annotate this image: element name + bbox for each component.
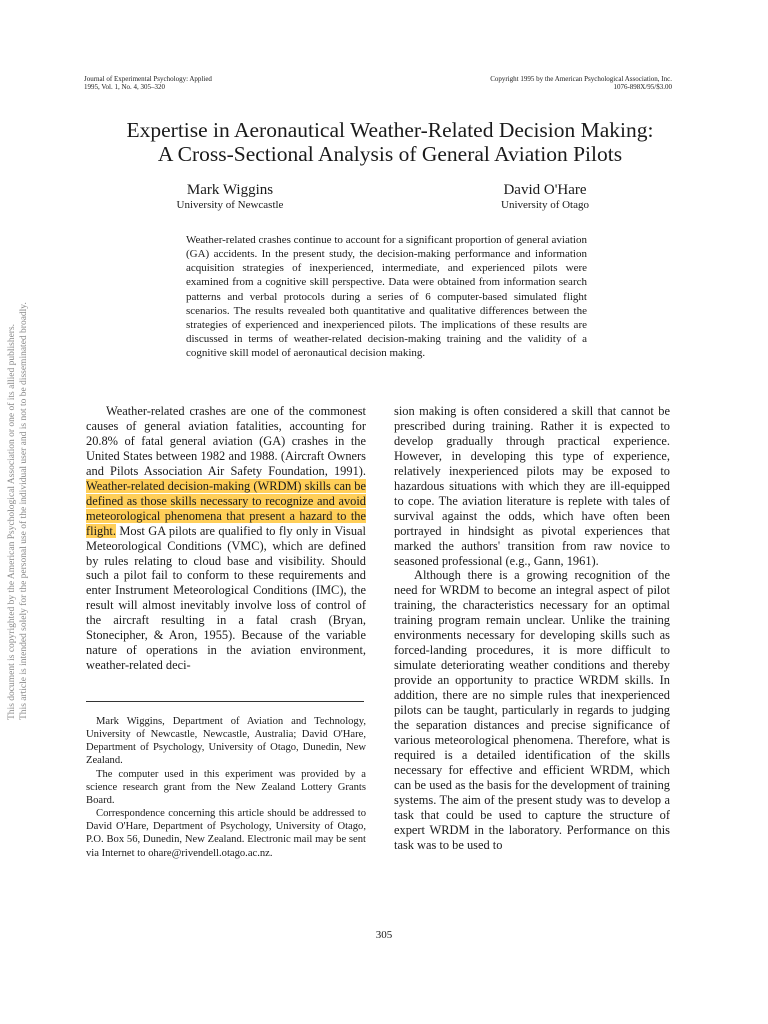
paper-title bbox=[60, 118, 720, 166]
author-block-2 bbox=[460, 182, 630, 212]
body-text: Most GA pilots are qualified to fly only in Visual Meteorological Conditions (VMC), which are defined by rules relating to cloud base and visibility. Should such a pilot fail to conform to these requirements and enter Instrument Meteorological Conditions (IMC), the result will almost inevitably involve loss of control of the aircraft resulting in a fatal crash (Bryan, Stonecipher, & Aron, 1955). Because of the variable nature of operations in the aviation environment, weather-related deci- bbox=[86, 523, 366, 673]
body-column-left bbox=[86, 404, 366, 673]
copyright-notice bbox=[490, 75, 672, 91]
copyright-code: 1076-898X/95/$3.00 bbox=[613, 83, 672, 91]
side-notice-line2: This article is intended solely for the personal use of the individual user and is not to be disseminated broadly. bbox=[19, 302, 29, 720]
highlighted-text[interactable]: Weather-related decision-making (WRDM) skills can be defined as those skills necessary to recognize and avoid meteorological phenomena that present a hazard to the flight. bbox=[86, 478, 366, 538]
journal-volume: 1995, Vol. 1, No. 4, 305–320 bbox=[84, 83, 166, 91]
copyright-holder: Copyright 1995 by the American Psychological Association, Inc. bbox=[490, 75, 672, 83]
footnote-funding: The computer used in this experiment was provided by a science research grant from the New Zealand Lottery Grants Board. bbox=[86, 768, 366, 806]
paper-title-line2: A Cross-Sectional Analysis of General Aviation Pilots bbox=[157, 142, 623, 166]
abstract: Weather-related crashes continue to account for a significant proportion of general aviation (GA) accidents. In the present study, the decision-making performance and information acquisition strategies of inexperienced, intermediate, and experienced pilots were examined from a cognitive skill perspective. Data were obtained from information search patterns and verbal protocols during a series of 6 computer-based simulated flight scenarios. The results revealed both quantitative and qualitative differences between the strategies of experienced and inexperienced pilots. The implications of these results are discussed in terms of weather-related decision-making training and the validity of a cognitive skill model of aeronautical decision making. bbox=[186, 234, 587, 360]
footnote-correspondence: Correspondence concerning this article should be addressed to David O'Hare, Department of Psychology, University of Otago, P.O. Box 56, Dunedin, New Zealand. Electronic mail may be sent via Internet to ohare@rivendell.otago.ac.nz. bbox=[86, 808, 366, 859]
body-text: Weather-related crashes are one of the commonest causes of general aviation fatalities, accounting for 20.8% of fatal general aviation (GA) crashes in the United States between 1982 and 1988. (Aircraft Owners and Pilots Association Air Safety Foundation, 1991). bbox=[86, 404, 366, 478]
author-affiliation: University of Newcastle bbox=[176, 199, 284, 211]
copyright-side-notice bbox=[6, 302, 30, 720]
side-notice-line1: This document is copyrighted by the American Psychological Association or one of its allied publishers. bbox=[7, 323, 17, 720]
body-column-right bbox=[394, 404, 670, 853]
body-paragraph bbox=[86, 404, 366, 673]
author-name: Mark Wiggins bbox=[186, 182, 274, 198]
author-affiliation: University of Otago bbox=[501, 199, 589, 211]
paper-title-line1: Expertise in Aeronautical Weather-Related Decision Making: bbox=[126, 118, 654, 142]
journal-citation bbox=[84, 75, 212, 91]
page-number: 305 bbox=[375, 929, 393, 941]
body-paragraph: Although there is a growing recognition of the need for WRDM to become an integral aspect of pilot training, the characteristics necessary for an optimal training program remain unclear. Unlike the training environments necessary for developing skills such as forced-landing procedures, it is more difficult to simulate deteriorating weather conditions and thereby provide an opportunity to practice WRDM skills. In addition, there are no simple rules that inexperienced pilots can be taught, particularly in regards to judging the separation distances and precise significance of various meteorological phenomena. Therefore, what is required is a detailed identification of the skills necessary for effective and efficient WRDM, which can be used as the basis for the development of training systems. The aim of the present study was to develop a task that could be used to capture the structure of expert WRDM in the laboratory. Performance on this task was to be used to bbox=[394, 568, 670, 852]
journal-name: Journal of Experimental Psychology: Applied bbox=[84, 75, 212, 83]
author-block-1 bbox=[150, 182, 310, 212]
author-name: David O'Hare bbox=[503, 182, 587, 198]
footnote-divider bbox=[86, 701, 364, 702]
body-paragraph: sion making is often considered a skill that cannot be prescribed during training. Rather it is expected to develop gradually through practical experience. However, in developing this type of experience, relatively inexperienced pilots may be exposed to hazardous situations with which they are ill-equipped to cope. The aviation literature is replete with tales of survival against the odds, which have often been portrayed in hindsight as pivotal experiences that marked the authors' transition from raw novice to seasoned professional (e.g., Gann, 1961). bbox=[394, 404, 670, 568]
author-footnotes bbox=[86, 715, 366, 860]
footnote-affiliations: Mark Wiggins, Department of Aviation and Technology, University of Newcastle, Newcastle, Australia; David O'Hare, Department of Psychology, University of Otago, Dunedin, New Zealand. bbox=[86, 716, 366, 767]
